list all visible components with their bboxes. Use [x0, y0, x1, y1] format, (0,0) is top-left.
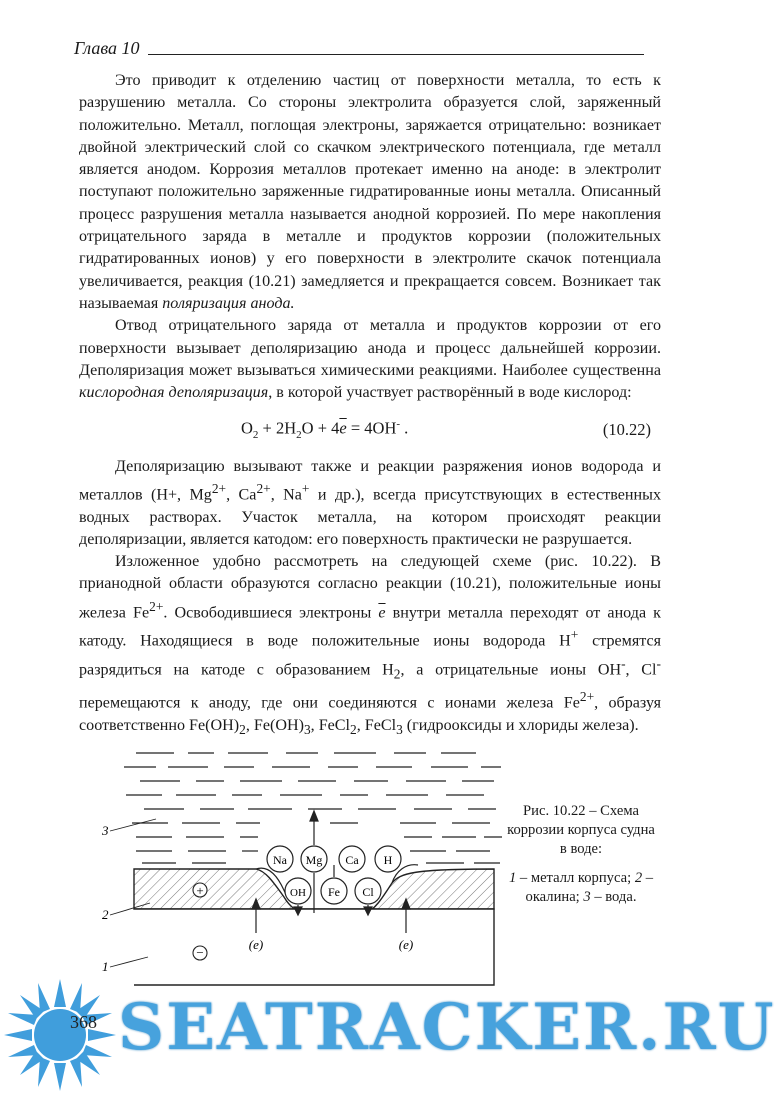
ion-oh [285, 878, 311, 904]
paragraph-3: Деполяризацию вызывают также и реакции разряжения ионов водорода и металлов (H+, $Mg^{2+}$, $Ca^{2+}$, Na+ и др.), всегда присутствующих в естественных водных растворах. Участок металла, на котором происходят реакции деполяризации, является катодом: его поверхность практически не разрушается. [79, 457, 661, 548]
svg-text:Na: Na [273, 853, 287, 867]
label-3: 3 [102, 823, 109, 838]
ion-h [375, 846, 401, 872]
page-number: 368 [70, 1012, 97, 1032]
paragraph-1: Это приводит к отделению частиц от поверхности металла, то есть к разрушению металла. Со стороны электролита образуется слой, заряженный положительно. Металл, поглощая электроны, заряжается отрицательно: возникает двойной электрический слой со скачком электрического потенциала, где металл является анодом. Коррозия металлов протекает именно на аноде: в электролит поступают положительно заряженные гидратированные ионы металла. Описанный процесс разрушения металла называется анодной коррозией. По мере накопления отрицательного заряда в металле и продуктов коррозии (положительных гидратированных ионов) у его поверхности в электролите скачок потенциала увеличивается, реакция (10.21) замедляется и прекращается совсем. Возникает так называемая поляризация анода. [79, 72, 661, 312]
caption-legend: 1 – металл корпуса; 2 – окалина; 3 – вода. [508, 870, 654, 905]
figure-caption [505, 802, 657, 907]
formula-expression: $O_2 + 2H_2O + 4\overline{e} = 4OH^-$ . [241, 418, 409, 442]
ion-ca [339, 846, 365, 872]
label-2: 2 [102, 907, 109, 922]
formula-10-22 [79, 413, 661, 446]
label-1: 1 [102, 959, 109, 974]
ion-mg [301, 846, 327, 872]
ion-na [267, 846, 293, 872]
watermark: SEATRACKER.RU [118, 990, 775, 1065]
running-header [74, 38, 644, 59]
paragraph-4: Изложенное удобно рассмотреть на следующей схеме (рис. 10.22). В прианодной области образуются согласно реакции (10.21), положительные ионы железа $Fe^{2+}$. Освободившиеся электроны $\overline{e}$ внутри металла переходят от анода к катоду. Находящиеся в воде положительные ионы водорода H+ стремятся разрядиться на катоде с образованием $H_2$, а отрицательные ионы OH-, Cl- перемещаются к аноду, где они соединяются с ионами железа $Fe^{2+}$, образуя соответственно $Fe(OH)_2$, $Fe(OH)_3$, FeCl$_2$, FeCl$_3$ (гидрооксиды и хлориды железа). [79, 553, 662, 737]
sun-logo-icon [0, 975, 120, 1095]
svg-text:Ca: Ca [345, 853, 359, 867]
svg-text:Mg: Mg [305, 853, 323, 867]
caption-title: Рис. 10.22 – Схема коррозии корпуса судна в воде: [507, 803, 655, 857]
metal-hull [134, 909, 494, 985]
svg-text:Cl: Cl [362, 885, 374, 899]
svg-text:+: + [196, 883, 204, 898]
svg-text:H: H [383, 853, 393, 867]
svg-text:Fe: Fe [328, 885, 340, 899]
ion-cl [355, 878, 381, 904]
electron-label-left: (e) [248, 937, 264, 952]
svg-text:OH: OH [290, 887, 306, 899]
body-text [79, 70, 661, 741]
paragraph-2: Отвод отрицательного заряда от металла и продуктов коррозии от его поверхности вызывает деполяризацию анода и процесс дальнейшей коррозии. Деполяризация может вызываться химическими реакциями. Наиболее существенна кислородная деполяризация, в которой участвует растворённый в воде кислород: [79, 317, 661, 402]
electron-label-right: (e) [398, 937, 414, 952]
formula-number: (10.22) [602, 419, 651, 439]
ion-fe [321, 878, 347, 904]
leader-3 [110, 819, 156, 831]
chapter-title: Глава 10 [74, 38, 140, 58]
header-rule [148, 54, 644, 55]
corrosion-diagram [96, 745, 506, 995]
svg-text:−: − [196, 945, 204, 960]
